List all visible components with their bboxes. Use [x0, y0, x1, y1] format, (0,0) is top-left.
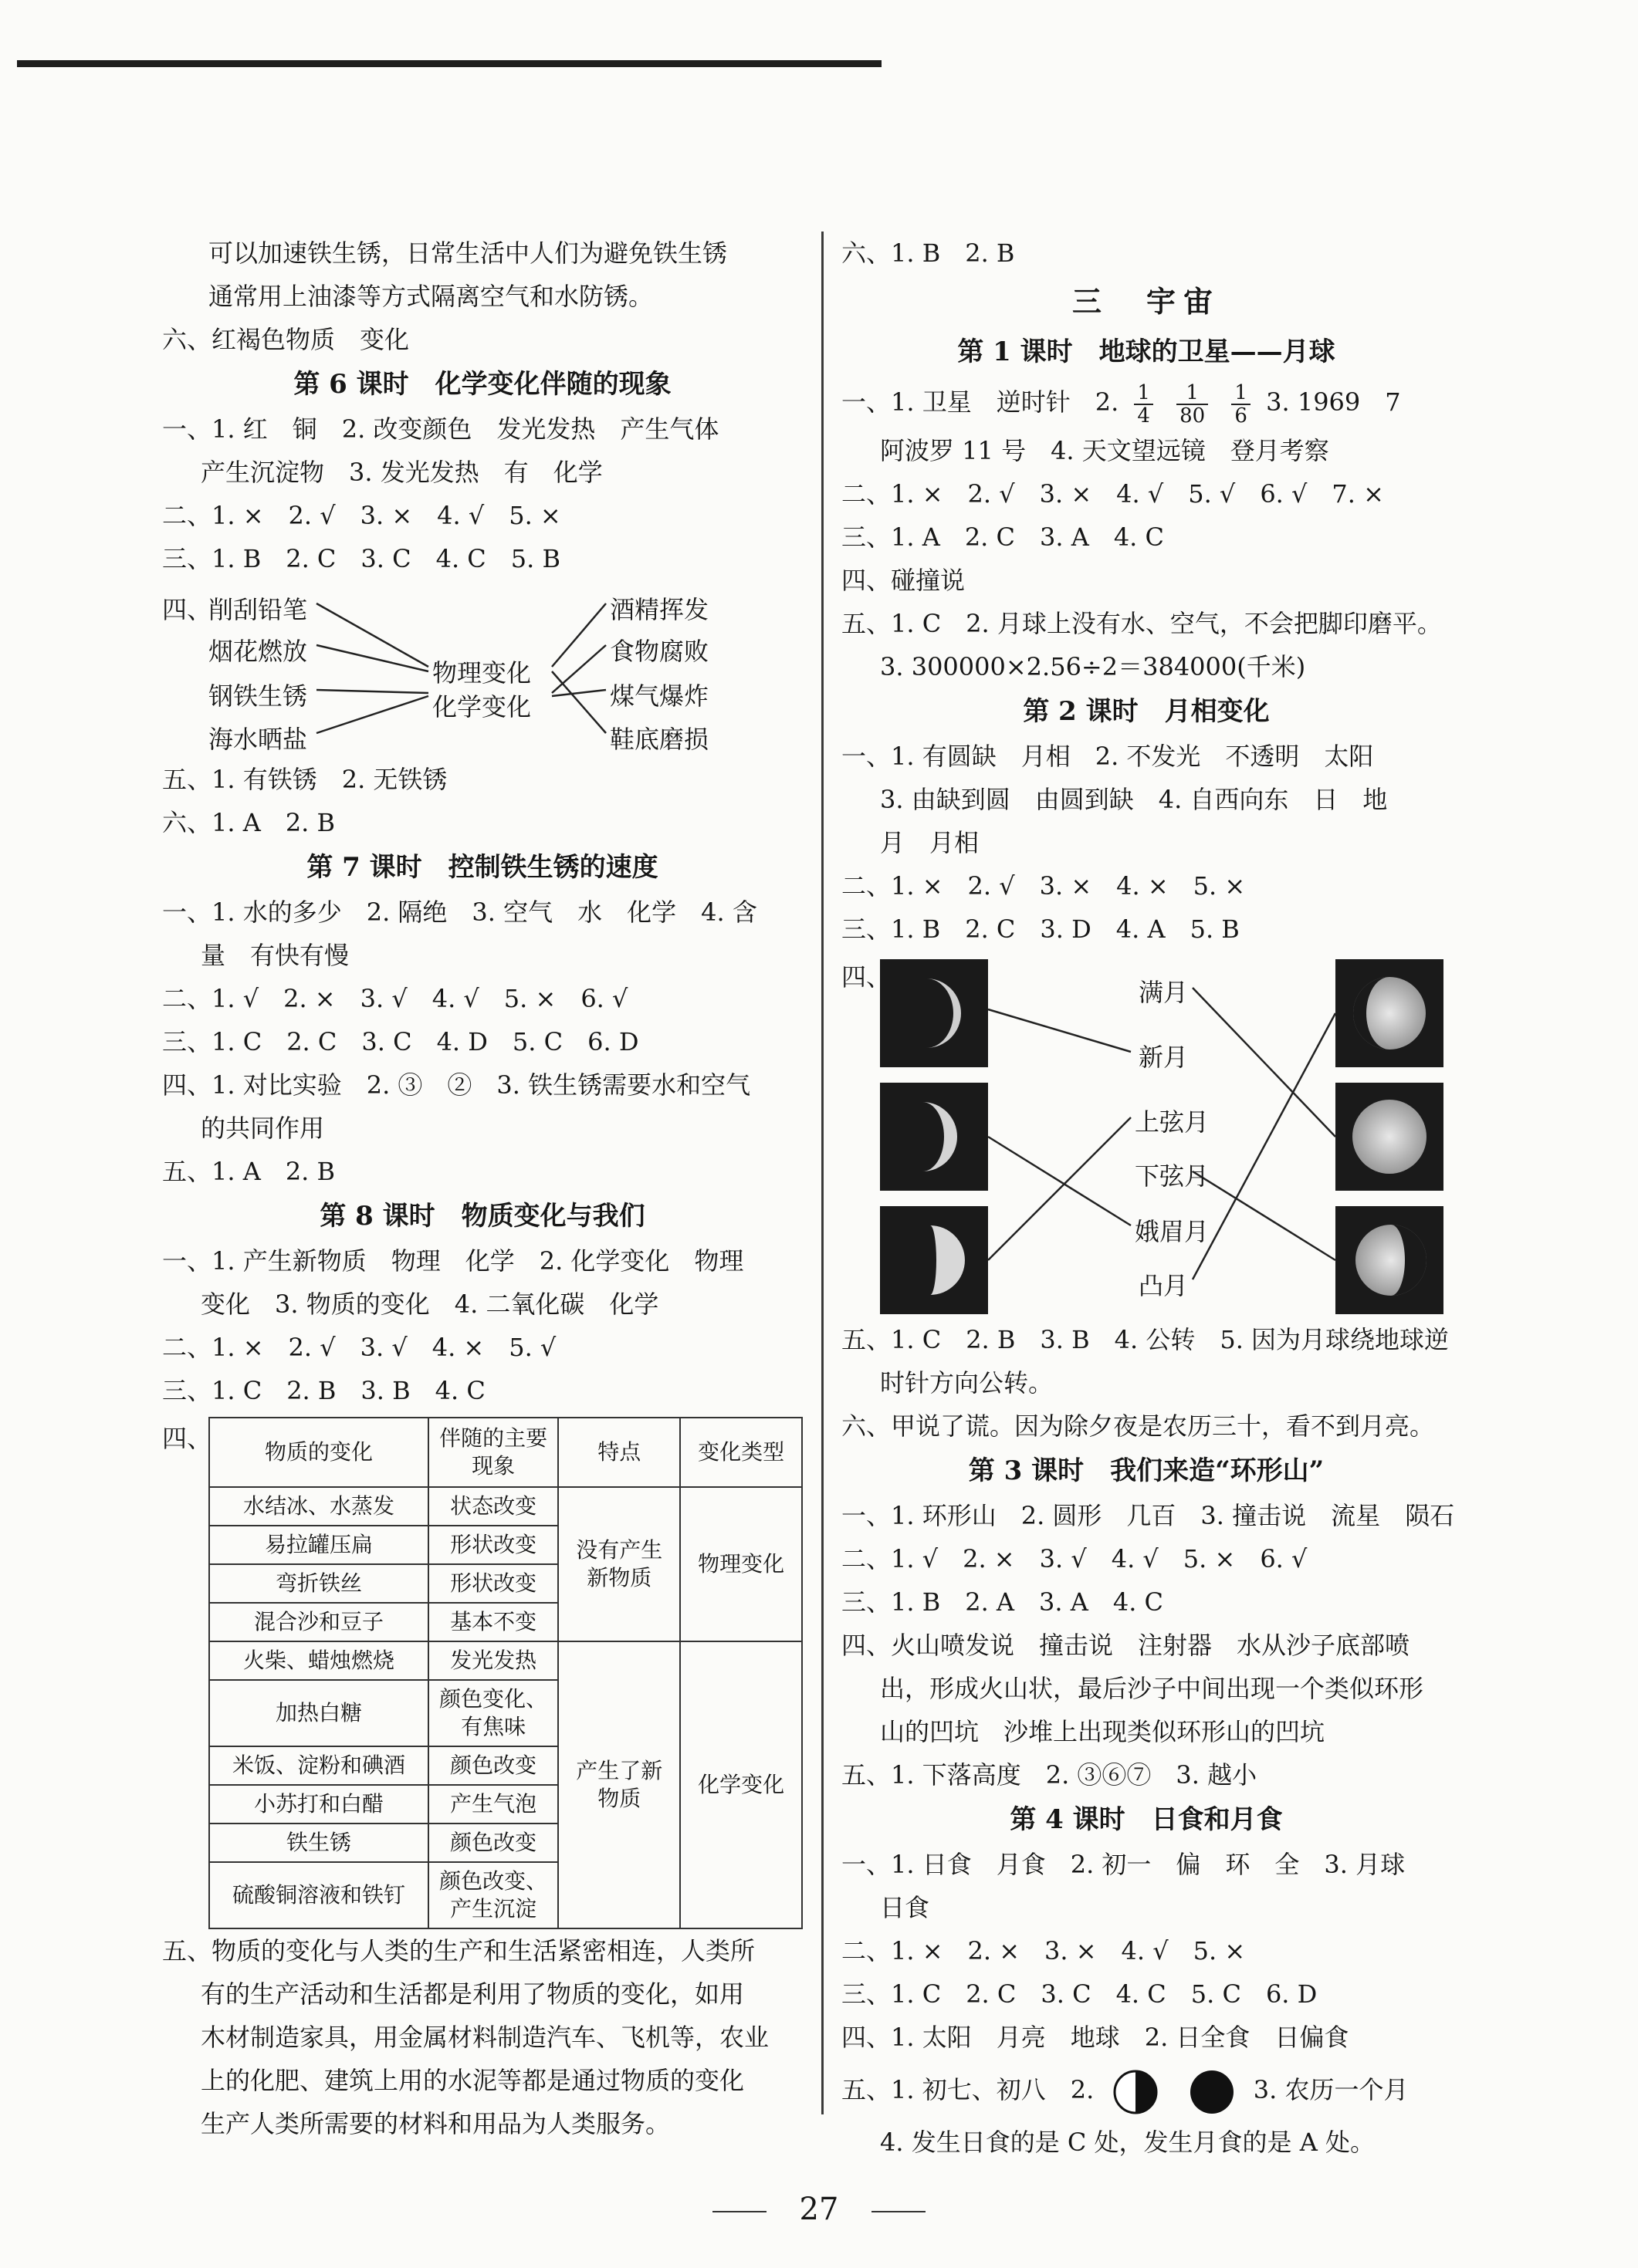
text-fragment: 一、1. 卫星 逆时针 2. — [841, 387, 1119, 417]
match-right-item: 酒精挥发 — [610, 595, 709, 624]
phase-name: 娥眉月 — [1135, 1217, 1210, 1246]
footer-dash — [871, 2211, 926, 2212]
text-line: 3. 由缺到圆 由圆到缺 4. 自西向东 日 地 — [880, 785, 1388, 814]
text-line: 三、1. B 2. C 3. C 4. C 5. B — [162, 544, 561, 573]
text-line: 三、1. C 2. B 3. B 4. C — [162, 1376, 486, 1405]
text-line: 3. 300000×2.56÷2＝384000(千米) — [880, 652, 1306, 681]
moon-photo-quarter — [880, 1206, 988, 1314]
fraction-den: 4 — [1137, 404, 1150, 428]
table-cell: 硫酸铜溶液和铁钉 — [209, 1862, 428, 1928]
half-moon-icon — [1112, 2069, 1159, 2115]
match-left-item: 烟花燃放 — [208, 637, 308, 666]
table-header: 伴随的主要现象 — [428, 1418, 558, 1487]
table-cell: 基本不变 — [428, 1603, 558, 1641]
text-line: 一、1. 环形山 2. 圆形 几百 3. 撞击说 流星 陨石 — [841, 1501, 1455, 1530]
table-header: 变化类型 — [680, 1418, 802, 1487]
text-line: 六、红褐色物质 变化 — [162, 325, 410, 354]
match-right-item: 食物腐败 — [610, 637, 709, 666]
text-line: 四、1. 太阳 月亮 地球 2. 日全食 日偏食 — [841, 2023, 1349, 2052]
fraction-num: 1 — [1134, 382, 1153, 405]
text-line: 六、甲说了谎。因为除夕夜是农历三十，看不到月亮。 — [841, 1411, 1435, 1441]
lesson1-title: 第 1 课时 地球的卫星——月球 — [957, 336, 1335, 367]
table-header: 特点 — [558, 1418, 680, 1487]
match-right-item: 煤气爆炸 — [610, 681, 709, 711]
table-cell: 颜色改变 — [428, 1824, 558, 1862]
match-center-item: 化学变化 — [432, 692, 532, 722]
text-line: 时针方向公转。 — [880, 1368, 1054, 1398]
text-line: 日食 — [880, 1893, 930, 1922]
table-cell: 产生气泡 — [428, 1785, 558, 1824]
match-prefix: 四、 — [162, 595, 212, 624]
fraction-num: 1 — [1231, 382, 1250, 405]
table-cell: 形状改变 — [428, 1526, 558, 1564]
text-line: 一、1. 红 铜 2. 改变颜色 发光发热 产生气体 — [162, 414, 719, 444]
text-line: 一、1. 水的多少 2. 隔绝 3. 空气 水 化学 4. 含 — [162, 897, 757, 927]
footer-dash — [712, 2211, 767, 2212]
table-cell: 铁生锈 — [209, 1824, 428, 1862]
column-divider — [821, 232, 824, 2114]
lesson3-title: 第 3 课时 我们来造“环形山” — [968, 1455, 1325, 1486]
summary-table-wrap — [162, 1417, 803, 1929]
text-line: 通常用上油漆等方式隔离空气和水防锈。 — [208, 282, 654, 311]
text-line: 出，形成火山状，最后沙子中间出现一个类似环形 — [880, 1674, 1424, 1703]
text-line: 五、物质的变化与人类的生产和生活紧密相连，人类所 — [162, 1936, 756, 1965]
table-cell: 弯折铁丝 — [209, 1564, 428, 1603]
text-line: 三、1. C 2. C 3. C 4. D 5. C 6. D — [162, 1027, 639, 1056]
table-cell: 化学变化 — [680, 1641, 802, 1928]
text-line: 二、1. × 2. √ 3. × 4. √ 5. × — [162, 501, 561, 530]
text-fragment: 五、1. 初七、初八 2. — [841, 2075, 1095, 2104]
left-column — [162, 232, 803, 2145]
text-line: 五、1. C 2. 月球上没有水、空气，不会把脚印磨平。 — [841, 609, 1442, 638]
table-cell: 颜色改变 — [428, 1746, 558, 1785]
text-line: 山的凹坑 沙堆上出现类似环形山的凹坑 — [880, 1717, 1325, 1746]
phase-name: 满月 — [1139, 978, 1189, 1007]
lesson8-title: 第 8 课时 物质变化与我们 — [320, 1201, 645, 1232]
text-fragment: 3. 农历一个月 — [1253, 2075, 1409, 2104]
phase-name: 新月 — [1139, 1043, 1189, 1072]
table-cell: 状态改变 — [428, 1487, 558, 1526]
page-number: 27 — [799, 2192, 839, 2227]
text-line — [841, 2059, 1451, 2121]
matching-diagram — [162, 580, 803, 758]
table-cell: 物理变化 — [680, 1487, 802, 1641]
text-line: 五、1. A 2. B — [162, 1157, 336, 1186]
text-line: 三、1. B 2. C 3. D 4. A 5. B — [841, 914, 1240, 944]
text-line: 一、1. 日食 月食 2. 初一 偏 环 全 3. 月球 — [841, 1850, 1406, 1879]
text-line: 六、1. A 2. B — [162, 808, 336, 837]
text-line: 有的生产活动和生活都是利用了物质的变化，如用 — [201, 1979, 745, 2009]
text-line: 二、1. × 2. × 3. × 4. √ 5. × — [841, 1936, 1246, 1965]
table-cell: 没有产生新物质 — [558, 1487, 680, 1641]
text-line: 三、1. A 2. C 3. A 4. C — [841, 522, 1165, 552]
text-line: 五、1. 下落高度 2. ③⑥⑦ 3. 越小 — [841, 1760, 1257, 1790]
fraction — [1231, 382, 1250, 427]
text-line: 阿波罗 11 号 4. 天文望远镜 登月考察 — [880, 436, 1329, 465]
table-cell: 米饭、淀粉和碘酒 — [209, 1746, 428, 1785]
fraction — [1134, 382, 1153, 427]
table-cell: 混合沙和豆子 — [209, 1603, 428, 1641]
moon-photo-crescent — [880, 1083, 988, 1191]
moon-phase-matching — [841, 955, 1451, 1318]
table-cell: 颜色改变、产生沉淀 — [428, 1862, 558, 1928]
text-line: 二、1. × 2. √ 3. × 4. × 5. × — [841, 871, 1246, 901]
table-cell: 易拉罐压扁 — [209, 1526, 428, 1564]
text-line: 的共同作用 — [201, 1114, 325, 1143]
text-line: 变化 3. 物质的变化 4. 二氧化碳 化学 — [201, 1289, 659, 1319]
text-line: 四、火山喷发说 撞击说 注射器 水从沙子底部喷 — [841, 1631, 1410, 1660]
text-line: 上的化肥、建筑上用的水泥等都是通过物质的变化 — [201, 2066, 745, 2095]
fraction — [1176, 382, 1208, 427]
table-cell: 颜色变化、有焦味 — [428, 1680, 558, 1746]
fraction-den: 80 — [1179, 404, 1206, 428]
text-line: 木材制造家具，用金属材料制造汽车、飞机等，农业 — [201, 2023, 770, 2052]
table-cell: 加热白糖 — [209, 1680, 428, 1746]
match-left-item: 削刮铅笔 — [208, 595, 308, 624]
match-left-item: 海水晒盐 — [208, 725, 308, 754]
lesson7-title: 第 7 课时 控制铁生锈的速度 — [306, 852, 658, 883]
text-line: 四、碰撞说 — [841, 566, 966, 595]
table-header: 物质的变化 — [209, 1418, 428, 1487]
match-center-item: 物理变化 — [432, 658, 532, 688]
full-moon-icon — [1352, 1100, 1426, 1174]
lesson4-title: 第 4 课时 日食和月食 — [1010, 1804, 1283, 1835]
table-prefix: 四、 — [162, 1424, 212, 1453]
page-number-footer — [0, 2192, 1638, 2227]
text-line: 可以加速铁生锈，日常生活中人们为避免铁生锈 — [208, 238, 728, 268]
text-line: 月 月相 — [880, 828, 980, 857]
table-cell: 发光发热 — [428, 1641, 558, 1680]
lesson6-title: 第 6 课时 化学变化伴随的现象 — [293, 369, 672, 400]
fraction-den: 6 — [1234, 404, 1247, 428]
text-line: 四、1. 对比实验 2. ③ ② 3. 铁生锈需要水和空气 — [162, 1070, 751, 1100]
text-line: 二、1. √ 2. × 3. √ 4. √ 5. × 6. √ — [162, 984, 628, 1013]
table-cell: 水结冰、水蒸发 — [209, 1487, 428, 1526]
match-left-item: 钢铁生锈 — [208, 681, 308, 711]
table-cell: 形状改变 — [428, 1564, 558, 1603]
text-line: 量 有快有慢 — [201, 941, 350, 970]
text-line: 二、1. × 2. √ 3. √ 4. × 5. √ — [162, 1333, 557, 1362]
text-line: 三、1. C 2. C 3. C 4. C 5. C 6. D — [841, 1979, 1318, 2009]
phase-name: 下弦月 — [1135, 1161, 1210, 1191]
lesson2-title: 第 2 课时 月相变化 — [1023, 696, 1270, 727]
full-shadow-icon — [1189, 2069, 1235, 2115]
top-rule — [17, 60, 882, 67]
phase-name: 凸月 — [1139, 1271, 1189, 1300]
moon-photo-crescent-thin — [880, 959, 988, 1067]
text-line: 五、1. C 2. B 3. B 4. 公转 5. 因为月球绕地球逆 — [841, 1325, 1450, 1354]
unit-title: 三 宇宙 — [1071, 284, 1220, 319]
text-line — [841, 375, 1451, 429]
text-fragment: 3. 1969 7 — [1266, 387, 1401, 417]
text-line: 三、1. B 2. A 3. A 4. C — [841, 1587, 1164, 1617]
match-right-item: 鞋底磨损 — [610, 725, 709, 754]
table-cell: 火柴、蜡烛燃烧 — [209, 1641, 428, 1680]
text-line: 生产人类所需要的材料和用品为人类服务。 — [201, 2109, 671, 2138]
text-line: 产生沉淀物 3. 发光发热 有 化学 — [201, 458, 603, 487]
right-column — [841, 232, 1455, 2164]
table-cell: 产生了新物质 — [558, 1641, 680, 1928]
text-line: 一、1. 有圆缺 月相 2. 不发光 不透明 太阳 — [841, 742, 1374, 771]
text-line: 二、1. × 2. √ 3. × 4. √ 5. √ 6. √ 7. × — [841, 479, 1384, 509]
text-line: 4. 发生日食的是 C 处，发生月食的是 A 处。 — [880, 2128, 1375, 2157]
phase-name: 上弦月 — [1135, 1107, 1210, 1137]
text-line: 一、1. 产生新物质 物理 化学 2. 化学变化 物理 — [162, 1246, 744, 1276]
match-prefix: 四、 — [841, 962, 892, 992]
text-line: 五、1. 有铁锈 2. 无铁锈 — [162, 765, 448, 794]
text-line: 二、1. √ 2. × 3. √ 4. √ 5. × 6. √ — [841, 1544, 1308, 1573]
table-cell: 小苏打和白醋 — [209, 1785, 428, 1824]
fraction-num: 1 — [1176, 382, 1208, 405]
summary-table — [208, 1417, 803, 1929]
text-line: 六、1. B 2. B — [841, 238, 1015, 268]
